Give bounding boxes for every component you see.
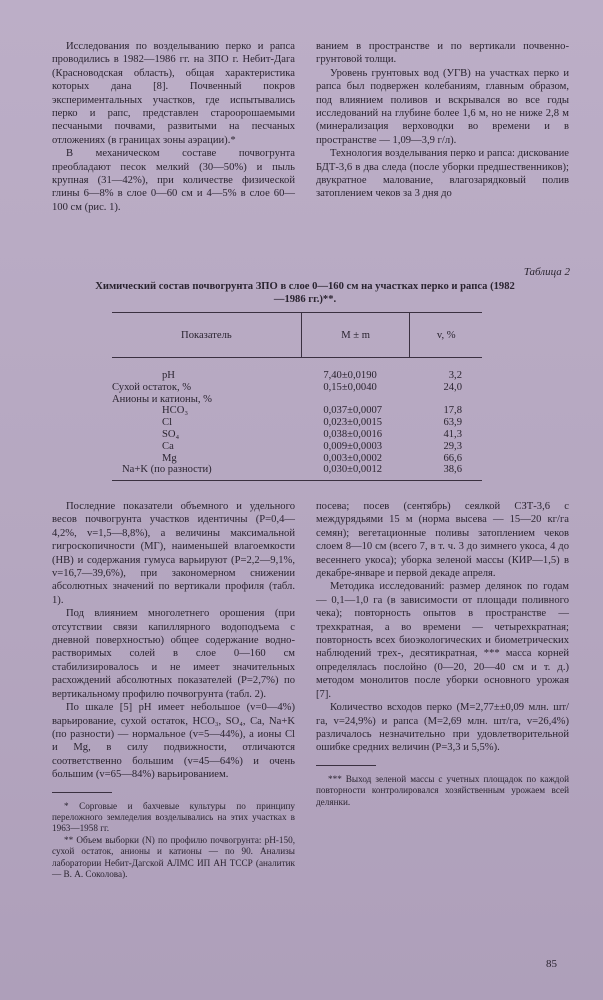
row-mean: 0,038±0,0016 — [323, 428, 383, 440]
table-row — [112, 429, 482, 441]
column-header: M ± m — [301, 313, 410, 358]
table-row — [112, 453, 482, 465]
row-variation: 29,3 — [443, 440, 462, 452]
row-label: HCO₃ — [162, 405, 189, 417]
table-title: Химический состав почвогрунта ЗПО в слое 0—160 см на участках перко и рапса (1982—1986 гг.)**. — [95, 281, 515, 305]
chemical-composition-table — [112, 312, 482, 481]
row-label: Сухой остаток, % — [112, 381, 192, 393]
table-row — [112, 382, 482, 394]
paragraph: По шкале [5] pH имеет небольшое (v=0—4%) варьирование, сухой остаток, HCO₃, SO₄, Ca, Na+K (по разности) — нормальное (v=5—44%), а ионы Cl и Mg, в силу подвижности, отличаются соответственно большим (v=45—64%) и очень большим (v=65—84%) варьированием. — [52, 702, 295, 781]
paragraph: Под влиянием многолетнего орошения (при отсутствии связи капиллярного водоподъема с дневной поверхностью) общее содержание водно-растворимых солей в слое 0—160 см стабилизировалось и не имеет значительных расхождений абсолютных показателей (P=2,7%) по вертикальному профилю почвогрунта (табл. 2). — [52, 608, 295, 700]
row-variation — [410, 394, 482, 406]
table-row — [112, 464, 482, 480]
page-number: 85 — [546, 958, 557, 970]
paragraph: Последние показатели объемного и удельного весов почвогрунта участков идентичны (P=0,4—4,2%, v=1,5—8,8%), а величины максимальной гигроскопичности (МГ), наименьшей влагоемкости (НВ) и содержания гумуса варьируют (P=2,2—9,1%, v=16,7—39,6%), при закономерном снижении абсолютных значений по вертикали профиля (табл. 1). — [52, 501, 295, 606]
footnote-divider — [52, 792, 112, 793]
paragraph: ванием в пространстве и по вертикали почвенно-грунтовой толщи. — [316, 41, 569, 66]
row-label: Na+K (по разности) — [112, 464, 301, 480]
paragraph: Технология возделывания перко и рапса: дискование БДТ-3,6 в два следа (после уборки предшественников); двукратное малование, влагозарядковый полив затоплением чеков за 3 дня до — [316, 148, 569, 200]
text-column-right-top — [316, 40, 569, 201]
paragraph: Уровень грунтовых вод (УГВ) на участках перко и рапса был подвержен колебаниям, главным образом, под влиянием поливов и вскрывался во все годы исследований на глубине более 1,6 м, но не ниже 2,8 м (минерализация верховодки во времени и в пространстве — 1,09—3,9 г/л). — [316, 67, 569, 146]
row-variation: 66,6 — [443, 452, 462, 464]
footnote: *** Выход зеленой массы с учетных площадок по каждой повторности контролировался хозяйственным урожаем всей делянки. — [316, 773, 569, 807]
column-header: v, % — [410, 313, 482, 358]
footnote: * Сорговые и бахчевые культуры по принципу переложного земледелия возделывались на этих участках в 1963—1958 гг. — [52, 800, 295, 834]
row-variation: 3,2 — [448, 370, 462, 381]
table-row — [112, 358, 482, 382]
row-label: Cl — [162, 417, 173, 429]
row-mean: 0,009±0,0003 — [323, 440, 383, 452]
row-mean: 0,030±0,0012 — [301, 464, 410, 480]
paragraph: В механическом составе почвогрунта преобладают песок мелкий (30—50%) и пыль крупная (31—42%), при количестве физической глины 6—8% в слое 0—60 см и 4—5% в слое 60—100 см (рис. 1). — [52, 148, 295, 213]
row-variation: 41,3 — [443, 428, 462, 440]
text-column-left-bottom — [52, 500, 295, 880]
paragraph: Количество всходов перко (M=2,77±±0,09 млн. шт/га, v=24,9%) и рапса (M=2,69 млн. шт/га, v=26,4%) различалось незначительно при удовлетворительной ошибке средних величин (P=3,3 и 5,5%). — [316, 702, 569, 754]
footnote-divider — [316, 765, 376, 766]
footnote: ** Объем выборки (N) по профилю почвогрунта: pH-150, сухой остаток, анионы и катионы — по 90. Анализы лаборатории Небит-Дагской АЛМС ИП АН ТССР (аналитик — В. А. Соколова). — [52, 834, 295, 879]
paragraph: Исследования по возделыванию перко и рапса проводились в 1982—1986 гг. на ЗПО г. Небит-Дага (Красноводская область), общая характеристика которых дана [8]. Почвенный покров экспериментальных участков, где испытывались перко и рапс, представлен староорошаемыми песчаными почвами, развитыми на песчаных отложениях (в границах зоны аэрации).* — [52, 41, 295, 146]
table-row — [112, 405, 482, 417]
row-mean: 0,15±0,0040 — [323, 381, 377, 393]
row-label: Mg — [162, 452, 177, 464]
row-label: SO₄ — [162, 428, 180, 440]
paragraph: посева; посев (сентябрь) сеялкой СЗТ-3,6 с междурядьями 15 м (норма высева — 15—20 кг/га семян); вегетационные поливы затоплением чеков слоем 8—10 см (всего 7, в т. ч. 3 до зимнего укоса, 4 до весеннего укоса); уборка зеленой массы (КИР—1,5) в декабре-январе и первой декаде апреля. — [316, 501, 569, 580]
row-variation: 24,0 — [443, 381, 462, 393]
table-row — [112, 417, 482, 429]
row-label: Ca — [162, 440, 174, 452]
table-row — [112, 441, 482, 453]
table-row — [112, 394, 482, 406]
row-mean: 0,023±0,0015 — [323, 417, 383, 429]
text-column-left-top — [52, 40, 295, 214]
row-mean: 7,40±0,0190 — [323, 370, 377, 381]
row-variation: 38,6 — [410, 464, 482, 480]
text-column-right-bottom — [316, 500, 569, 808]
paragraph: Методика исследований: размер делянок по годам — 0,1—1,0 га (в зависимости от площади поливного чека); повторность опытов в пространстве — трехкратная, а во времени — четырехкратная; повторность всех биоэкологических и биометрических наблюдений трех-, десятикратная, *** масса корней определялась послойно (0—20, 20—40 см и т. д.) методом монолитов после уборки основного урожая [7]. — [316, 581, 569, 700]
row-label: Анионы и катионы, % — [112, 393, 212, 405]
row-mean: 0,003±0,0002 — [323, 452, 383, 464]
row-mean — [301, 394, 410, 406]
row-variation: 63,9 — [443, 417, 462, 429]
row-label: pH — [162, 370, 175, 381]
column-header: Показатель — [112, 313, 301, 358]
row-variation: 17,8 — [443, 405, 462, 417]
table-label: Таблица 2 — [523, 266, 570, 278]
row-mean: 0,037±0,0007 — [323, 405, 383, 417]
